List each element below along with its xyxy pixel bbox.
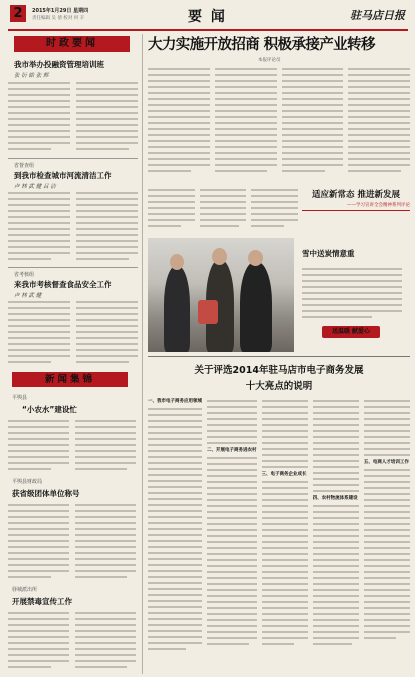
lead-headline: 大力实施开放招商 积极承接产业转移 <box>148 37 375 53</box>
story-3-title: 来我市考核督查食品安全工作 <box>14 280 112 289</box>
brief-column <box>8 372 140 674</box>
page-header <box>10 4 410 28</box>
news-column-label: 时政要闻 <box>14 36 130 52</box>
series-note: ——学习宣讲全会精神系列评论 <box>347 203 410 208</box>
masthead: 驻马店日报 <box>350 9 405 22</box>
notice-title-line2: 十大亮点的说明 <box>245 381 313 392</box>
photo-stamp: 送温暖 献爱心 <box>322 326 380 338</box>
brief-2-place: 平舆县财政局 <box>12 479 43 485</box>
story-2-title: 到我市检查城市河流清洁工作 <box>14 171 112 180</box>
brief-1-place: 平舆县 <box>12 395 28 401</box>
brief-1-body <box>8 416 136 472</box>
series-banner <box>302 186 410 232</box>
story-2-body <box>8 188 138 265</box>
brief-3-title: 开展禁毒宣传工作 <box>12 597 72 606</box>
story-2-byline: 卢 林 武 健 吕 洁 <box>14 184 56 190</box>
photo-bag <box>198 300 218 324</box>
lead-body-continued <box>148 185 298 235</box>
page-number: 2 <box>10 5 26 22</box>
notice-item-2: 二、开展电子商务进农村 <box>207 448 257 453</box>
divider <box>8 267 138 268</box>
photo-person-head <box>248 250 263 266</box>
news-photo <box>148 238 294 352</box>
photo-caption-title: 雪中送炭情意重 <box>302 249 355 258</box>
photo-caption <box>298 242 410 352</box>
photo-person <box>240 262 272 352</box>
brief-2-body <box>8 500 136 580</box>
notice-item-4: 四、农村物流体系建设 <box>312 496 358 501</box>
notice-title-line1: 关于评选2014年驻马店市电子商务发展 <box>194 365 364 376</box>
notice-item-5: 五、电商人才培训工作 <box>363 460 409 465</box>
brief-column-label: 新闻集锦 <box>12 372 128 387</box>
photo-person-head <box>170 254 184 270</box>
story-3-byline: 卢 林 武 健 <box>14 293 42 299</box>
brief-3-body <box>8 608 136 672</box>
story-1-byline: 张 衍 皓 张 辉 <box>14 73 49 79</box>
story-1-body <box>8 78 138 155</box>
divider <box>8 158 138 159</box>
brief-1-title: “小农水”建设忙 <box>22 405 77 414</box>
story-3-body <box>8 297 138 367</box>
story-1-title: 我市举办投融资管理培训班 <box>14 60 104 69</box>
notice-item-3: 三、电子商务企业成长 <box>261 472 307 477</box>
photo-person-head <box>212 248 227 265</box>
editor-line: 责任编辑 吴 倩 校对 何 辛 <box>32 16 85 21</box>
story-2-kicker: 省督查组 <box>14 163 35 169</box>
story-3-kicker: 省考核组 <box>14 272 35 278</box>
notice-top-rule <box>148 356 410 357</box>
series-rule <box>302 210 410 211</box>
column-divider <box>142 34 143 674</box>
section-title: 要 闻 <box>188 9 227 25</box>
photo-caption-text <box>302 264 402 316</box>
photo-person <box>164 266 190 352</box>
brief-2-title: 获省级团体单位称号 <box>12 489 80 498</box>
header-rule <box>8 29 408 31</box>
notice-item-1: 一、我市电子商务应用领域 <box>148 399 202 404</box>
notice-body <box>148 396 410 674</box>
brief-3-place: 驿城派出所 <box>12 587 38 593</box>
series-sub-headline: 适应新常态 推进新发展 <box>312 190 400 200</box>
lead-byline: 本报评论员 <box>258 58 281 63</box>
news-column <box>8 34 144 369</box>
date-line: 2015年1月29日 星期四 <box>32 8 89 14</box>
lead-body <box>148 64 410 182</box>
